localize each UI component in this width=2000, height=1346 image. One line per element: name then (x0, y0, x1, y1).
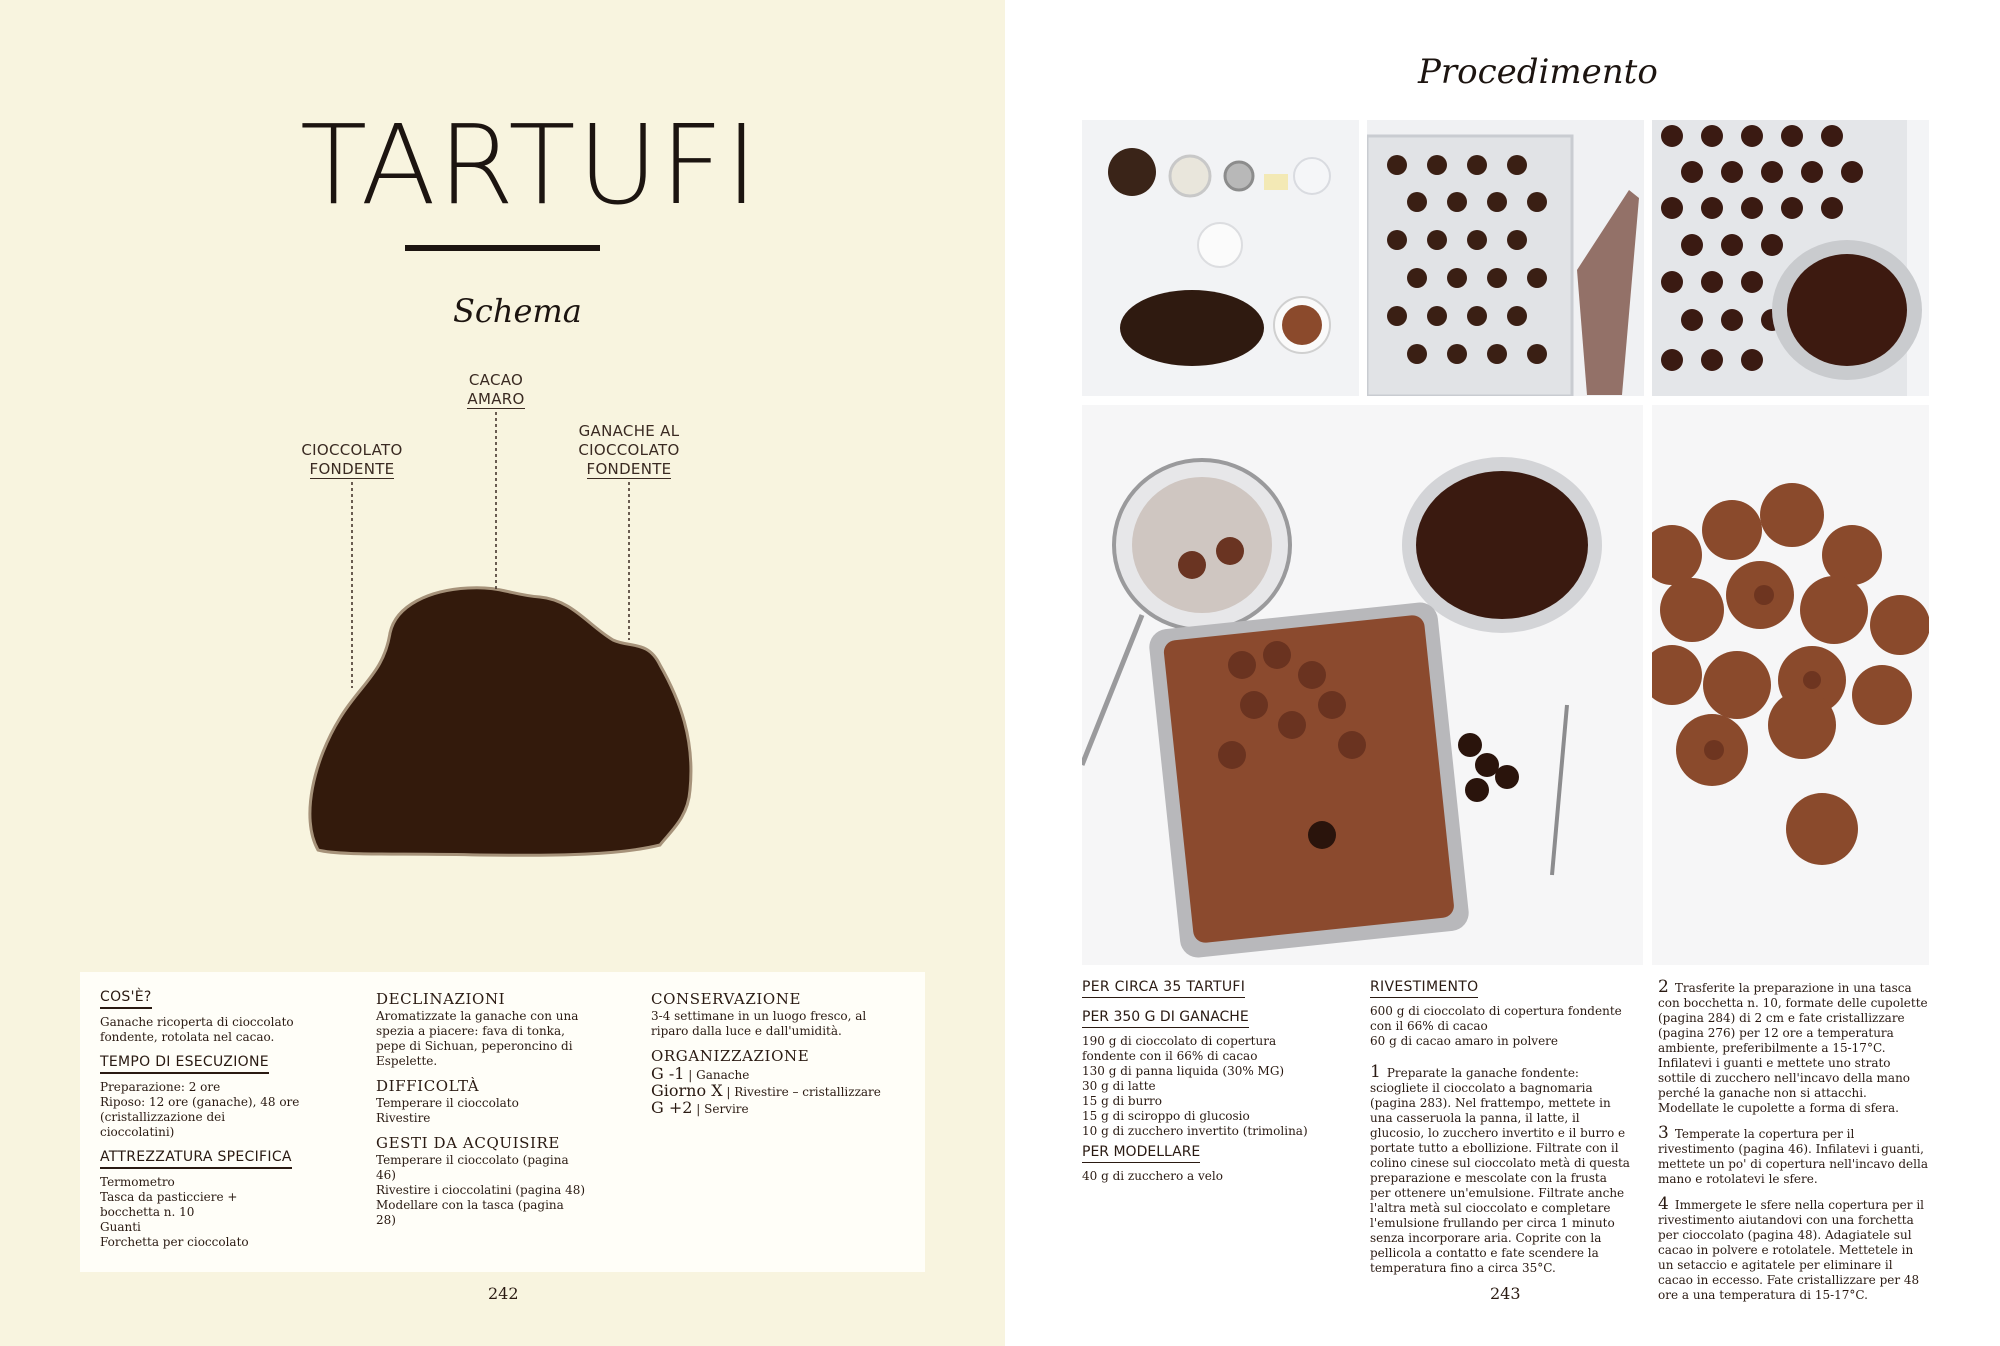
org-row: G -1 | Ganache (651, 1064, 750, 1083)
org-row: G +2 | Servire (651, 1098, 749, 1117)
declinazioni-heading: DECLINAZIONI (376, 990, 506, 1008)
difficolta-heading: DIFFICOLTÀ (376, 1077, 480, 1095)
step-number: 4 (1658, 1194, 1669, 1214)
ingredients-column (1082, 980, 1322, 1184)
photo-finished-truffles (1652, 405, 1929, 965)
step-text: Preparate la ganache fondente: sciogliete il cioccolato a bagnomaria (pagina 283). Nel frattempo, mettete in una casseruola la panna, il latte, il glucosio, lo zucchero invertito e il burro e portate tutto a ebollizione. Filtrate con il colino cinese sul cioccolato metà di questa preparazione e mescolate con la frusta per ottenere un'emulsione. Filtrate anche l'altra metà sul cioccolato e completare l'emulsione frullando per circa 1 minuto senza incorporare aria. Coprite con la pellicola a contatto e fate scendere la temperatura fino a circa 35°C. (1370, 1066, 1630, 1275)
ganache-line: 30 g di latte (1082, 1079, 1156, 1093)
org-day: G +2 (651, 1098, 693, 1117)
info-col-2 (376, 992, 586, 1238)
attrezzatura-heading: ATTREZZATURA SPECIFICA (100, 1150, 292, 1169)
tempo-line: Riposo: 12 ore (ganache), 48 ore (cristallizzazione dei cioccolatini) (100, 1095, 300, 1139)
attrezzatura-line: Guanti (100, 1220, 141, 1234)
ganache-line: 15 g di sciroppo di glucosio (1082, 1109, 1250, 1123)
attrezzatura-line: Termometro (100, 1175, 175, 1189)
step-text: Temperate la copertura per il rivestimento (pagina 46). Infilatevi i guanti, mettete un po' di copertura nell'incavo della mano e rotolatevi le sfere. (1658, 1127, 1928, 1186)
label-line: FONDENTE (309, 460, 395, 478)
cose-text: Ganache ricoperta di cioccolato fondente, rotolata nel cacao. (100, 1015, 294, 1044)
info-box (80, 972, 925, 1272)
step-3 (1658, 1123, 1930, 1187)
ganache-line: 190 g di cioccolato di copertura fondente con il 66% di cacao (1082, 1034, 1277, 1063)
page-number-right: 243 (1490, 1284, 1521, 1303)
modellare-heading: PER MODELLARE (1082, 1145, 1200, 1163)
photo-ingredients (1082, 120, 1359, 396)
label-line: CACAO (468, 371, 524, 389)
gesti-line: Modellare con la tasca (pagina 28) (376, 1198, 564, 1227)
tempo-line: Preparazione: 2 ore (100, 1080, 221, 1094)
org-text: Ganache (696, 1068, 750, 1082)
attrezzatura-line: Tasca da pasticciere + bocchetta n. 10 (100, 1190, 238, 1219)
tempo-heading: TEMPO DI ESECUZIONE (100, 1055, 269, 1074)
rivestimento-line: 600 g di cioccolato di copertura fondente con il 66% di cacao (1370, 1004, 1622, 1033)
label-line: FONDENTE (586, 460, 672, 478)
step-text: Immergete le sfere nella copertura per il rivestimento aiutandovi con una forchetta per cioccolato (pagina 48). Adagiatele sul cacao in polvere e rotolatele. Mettetele in un setaccio e agitatele per eliminare il cacao in eccesso. Fate cristallizzare per 48 ore a una temperatura di 15-17°C. (1658, 1198, 1924, 1302)
label-line: GANACHE AL (578, 422, 680, 440)
rivestimento-line: 60 g di cacao amaro in polvere (1370, 1034, 1559, 1048)
cose-heading: COS'È? (100, 990, 152, 1009)
ganache-line: 130 g di panna liquida (30% MG) (1082, 1064, 1285, 1078)
declinazioni-text: Aromatizzate la ganache con una spezia a piacere: fava di tonka, pepe di Sichuan, peperoncino di Espelette. (376, 1009, 579, 1068)
step-number: 3 (1658, 1123, 1669, 1143)
org-text: Servire (704, 1102, 749, 1116)
org-day: Giorno X (651, 1081, 723, 1100)
info-col-3 (651, 992, 901, 1127)
label-cacao-amaro (448, 371, 544, 409)
org-text: Rivestire – cristallizzare (734, 1085, 881, 1099)
difficolta-line: Temperare il cioccolato (376, 1096, 519, 1110)
truffle-cross-section (310, 588, 691, 856)
photo-dipping (1652, 120, 1929, 396)
step-number: 2 (1658, 977, 1669, 997)
page-number-left: 242 (488, 1284, 519, 1303)
photo-cocoa-pan (1082, 405, 1643, 965)
rivestimento-column (1370, 980, 1630, 1286)
label-cioccolato-fondente (292, 441, 412, 479)
ganache-heading: PER 350 G DI GANACHE (1082, 1010, 1249, 1028)
conservazione-heading: CONSERVAZIONE (651, 990, 802, 1008)
label-line: CIOCCOLATO (578, 441, 680, 459)
gesti-line: Rivestire i cioccolatini (pagina 48) (376, 1183, 586, 1197)
modellare-line: 40 g di zucchero a velo (1082, 1169, 1223, 1183)
page-title: TARTUFI (300, 101, 760, 229)
label-line: AMARO (467, 390, 525, 408)
difficolta-line: Rivestire (376, 1111, 431, 1125)
ganache-line: 15 g di burro (1082, 1094, 1163, 1108)
procedimento-heading: Procedimento (1418, 52, 1658, 92)
org-day: G -1 (651, 1064, 685, 1083)
org-row: Giorno X | Rivestire – cristallizzare (651, 1081, 881, 1100)
photo-tray-domes (1367, 120, 1644, 396)
conservazione-text: 3-4 settimane in un luogo fresco, al riparo dalla luce e dall'umidità. (651, 1009, 867, 1038)
ingredients-heading: PER CIRCA 35 TARTUFI (1082, 980, 1245, 998)
rivestimento-heading: RIVESTIMENTO (1370, 980, 1478, 998)
step-text: Trasferite la preparazione in una tasca con bocchetta n. 10, formate delle cupolette (pagina 284) di 2 cm e fate cristallizzare (pagina 276) per 12 ore a temperatura ambiente, preferibilmente a 15-17°C. Infilatevi i guanti e mettete uno strato sottile di zucchero nell'incavo della mano perché la ganache non si attacchi. Modellate le cupolette a forma di sfera. (1658, 981, 1928, 1115)
gesti-line: Temperare il cioccolato (pagina 46) (376, 1153, 569, 1182)
schema-heading: Schema (453, 292, 582, 330)
label-line: CIOCCOLATO (301, 441, 403, 459)
steps-column (1658, 977, 1930, 1313)
info-col-1 (100, 990, 300, 1260)
step-2 (1658, 977, 1930, 1116)
ganache-line: 10 g di zucchero invertito (trimolina) (1082, 1124, 1308, 1138)
organizzazione-heading: ORGANIZZAZIONE (651, 1047, 810, 1065)
step-1 (1370, 1062, 1630, 1276)
attrezzatura-line: Forchetta per cioccolato (100, 1235, 249, 1249)
step-number: 1 (1370, 1062, 1381, 1082)
step-4 (1658, 1194, 1930, 1303)
label-ganache (566, 422, 692, 479)
gesti-heading: GESTI DA ACQUISIRE (376, 1134, 560, 1152)
